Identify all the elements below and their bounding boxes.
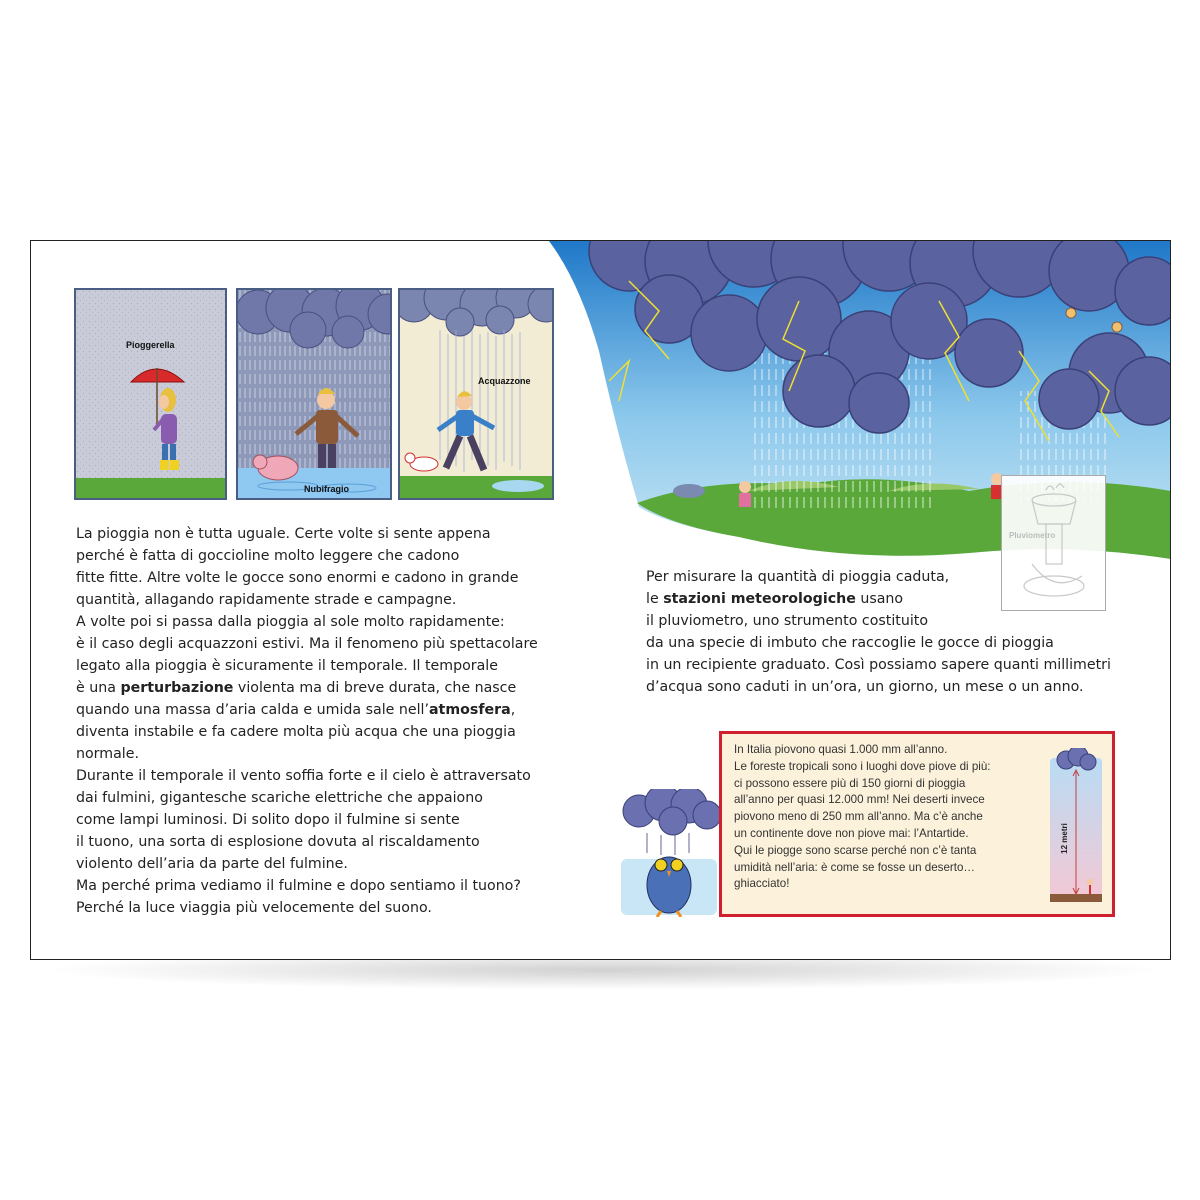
text-line: come lampi luminosi. Di solito dopo il fulmine si sente [76,812,460,828]
text-line: il tuono, una sorta di esplosione dovuta al riscaldamento [76,834,480,850]
text-line: da una specie di imbuto che raccoglie le gocce di pioggia [646,635,1054,651]
downpour-illustration [238,290,390,498]
panel-nubifragio [236,288,392,500]
owl-illustration [617,789,721,917]
text-span: usano [855,591,904,607]
text-line: è il caso degli acquazzoni estivi. Ma il fenomeno più spettacolare [76,636,538,652]
text-span: è una [76,680,121,696]
fact-line: umidità nell’aria: è come se fosse un deserto… [734,860,976,874]
text-span: quando una massa d’aria calda e umida sale nell’ [76,702,429,718]
fact-line: Le foreste tropicali sono i luoghi dove piove di più: [734,759,991,773]
text-line [76,677,538,699]
text-line: dai fulmini, gigantesche scariche elettriche che appaiono [76,790,483,806]
fact-line: piovono meno di 250 mm all’anno. Ma c’è anche [734,810,983,824]
text-line: La pioggia non è tutta uguale. Certe volte si sente appena [76,526,491,542]
text-line: Ma perché prima vediamo il fulmine e dopo sentiamo il tuono? [76,878,521,894]
text-line: Perché la luce viaggia più velocemente del suono. [76,900,432,916]
term-atmosfera: atmosfera [428,702,511,718]
fact-text [734,742,991,893]
text-span: violenta ma di breve durata, che nasce [233,680,517,696]
text-line: legato alla pioggia è sicuramente il temporale. Il temporale [76,658,498,674]
term-stazioni-meteorologiche: stazioni meteorologiche [663,591,856,607]
text-line: diventa instabile e fa cadere molta più acqua che una pioggia [76,724,516,740]
text-line: Durante il temporale il vento soffia forte e il cielo è attraversato [76,768,531,784]
text-line: Per misurare la quantità di pioggia caduta, [646,569,950,585]
text-line: in un recipiente graduato. Così possiamo sapere quanti millimetri [646,657,1111,673]
right-body-text [646,566,1111,698]
rain-column-illustration [1044,748,1108,904]
text-line: d’acqua sono caduti in un’ora, un giorno, un mese o un anno. [646,679,1084,695]
fact-line: ghiacciato! [734,877,790,891]
text-line: fitte fitte. Altre volte le gocce sono enormi e cadono in grande [76,570,519,586]
fact-line: all’anno per quasi 12.000 mm! Nei deserti invece [734,793,985,807]
panel-pioggerella [74,288,227,500]
term-perturbazione: perturbazione [120,680,234,696]
text-line: quantità, allagando rapidamente strade e campagne. [76,592,457,608]
shower-illustration [400,290,552,498]
text-line [646,588,1111,610]
fact-box [719,731,1115,917]
height-label: 12 metri [1059,823,1069,854]
text-line [76,699,538,721]
text-line: il pluviometro, uno strumento costituito [646,613,929,629]
text-line: violento dell’aria da parte del fulmine. [76,856,348,872]
label-nubifragio: Nubifragio [304,484,349,494]
text-line: A volte poi si passa dalla pioggia al sole molto rapidamente: [76,614,505,630]
rain-gauge-label: Pluviometro [1009,531,1056,540]
fact-line: Qui le piogge sono scarse perché non c’è tanta [734,843,977,857]
text-span: , [510,702,516,718]
label-pioggerella: Pioggerella [126,340,175,350]
panel-acquazzone [398,288,554,500]
drizzle-illustration [76,290,225,498]
text-line: normale. [76,746,139,762]
fact-line: ci possono essere più di 150 giorni di pioggia [734,776,966,790]
text-line: perché è fatta di goccioline molto leggere che cadono [76,548,460,564]
label-acquazzone: Acquazzone [478,376,531,386]
fact-line: In Italia piovono quasi 1.000 mm all’anno. [734,743,948,756]
fact-line: un continente dove non piove mai: l’Antartide. [734,826,969,840]
text-span: le [646,591,664,607]
left-body-text [76,523,538,919]
book-spread [30,240,1171,960]
